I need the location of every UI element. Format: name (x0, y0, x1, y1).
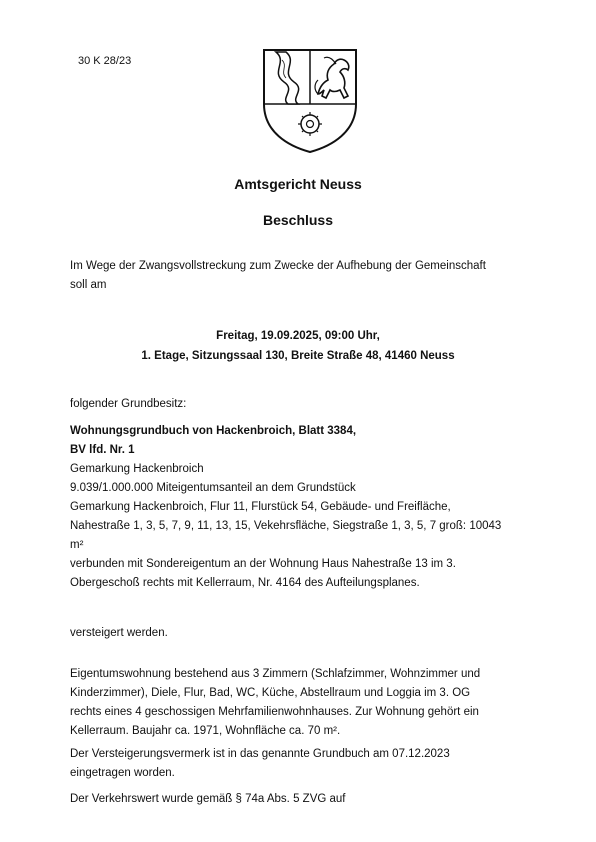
auction-statement: versteigert werden. (70, 627, 168, 639)
property-label: folgender Grundbesitz: (70, 398, 187, 410)
description-line: Kinderzimmer), Diele, Flur, Bad, WC, Küche, Abstellraum und Loggia im 3. OG (70, 687, 471, 699)
market-value-statement: Der Verkehrswert wurde gemäß § 74a Abs. 5 ZVG auf (70, 793, 346, 805)
description-line: Kellerraum. Baujahr ca. 1971, Wohnfläche ca. 70 m². (70, 725, 341, 737)
property-line: m² (70, 539, 84, 551)
property-line: 9.039/1.000.000 Miteigentumsanteil an dem Grundstück (70, 482, 356, 494)
intro-paragraph (70, 257, 540, 295)
auction-appointment (0, 326, 596, 366)
property-line: Nahestraße 1, 3, 5, 7, 9, 11, 13, 15, Vekehrsfläche, Siegstraße 1, 3, 5, 7 groß: 10043 (70, 520, 502, 532)
description-line: Eigentumswohnung bestehend aus 3 Zimmern (Schlafzimmer, Wohnzimmer und (70, 668, 481, 680)
note-line: eingetragen worden. (70, 767, 175, 779)
auction-location: 1. Etage, Sitzungssaal 130, Breite Straße 48, 41460 Neuss (141, 350, 455, 362)
court-name: Amtsgericht Neuss (234, 176, 362, 192)
nrw-coat-of-arms-icon (258, 46, 362, 154)
property-line: verbunden mit Sondereigentum an der Wohnung Haus Nahestraße 13 im 3. (70, 558, 456, 570)
description-line: rechts eines 4 geschossigen Mehrfamilienwohnhauses. Zur Wohnung gehört ein (70, 706, 479, 718)
intro-line: soll am (70, 279, 107, 291)
land-register: Wohnungsgrundbuch von Hackenbroich, Blatt 3384, (70, 425, 357, 437)
document-type: Beschluss (262, 212, 334, 228)
property-line: Gemarkung Hackenbroich, Flur 11, Flurstück 54, Gebäude- und Freifläche, (70, 501, 451, 513)
note-line: Der Versteigerungsvermerk ist in das genannte Grundbuch am 07.12.2023 (70, 748, 450, 760)
auction-datetime: Freitag, 19.09.2025, 09:00 Uhr, (216, 330, 380, 342)
intro-line: Im Wege der Zwangsvollstreckung zum Zwecke der Aufhebung der Gemeinschaft (70, 260, 486, 272)
property-line: Obergeschoß rechts mit Kellerraum, Nr. 4164 des Aufteilungsplanes. (70, 577, 420, 589)
inventory-number: BV lfd. Nr. 1 (70, 444, 135, 456)
property-line: Gemarkung Hackenbroich (70, 463, 204, 475)
property-description (70, 665, 540, 741)
property-section (70, 395, 540, 593)
aktenzeichen: 30 K 28/23 (78, 55, 132, 67)
registration-note (70, 745, 540, 783)
